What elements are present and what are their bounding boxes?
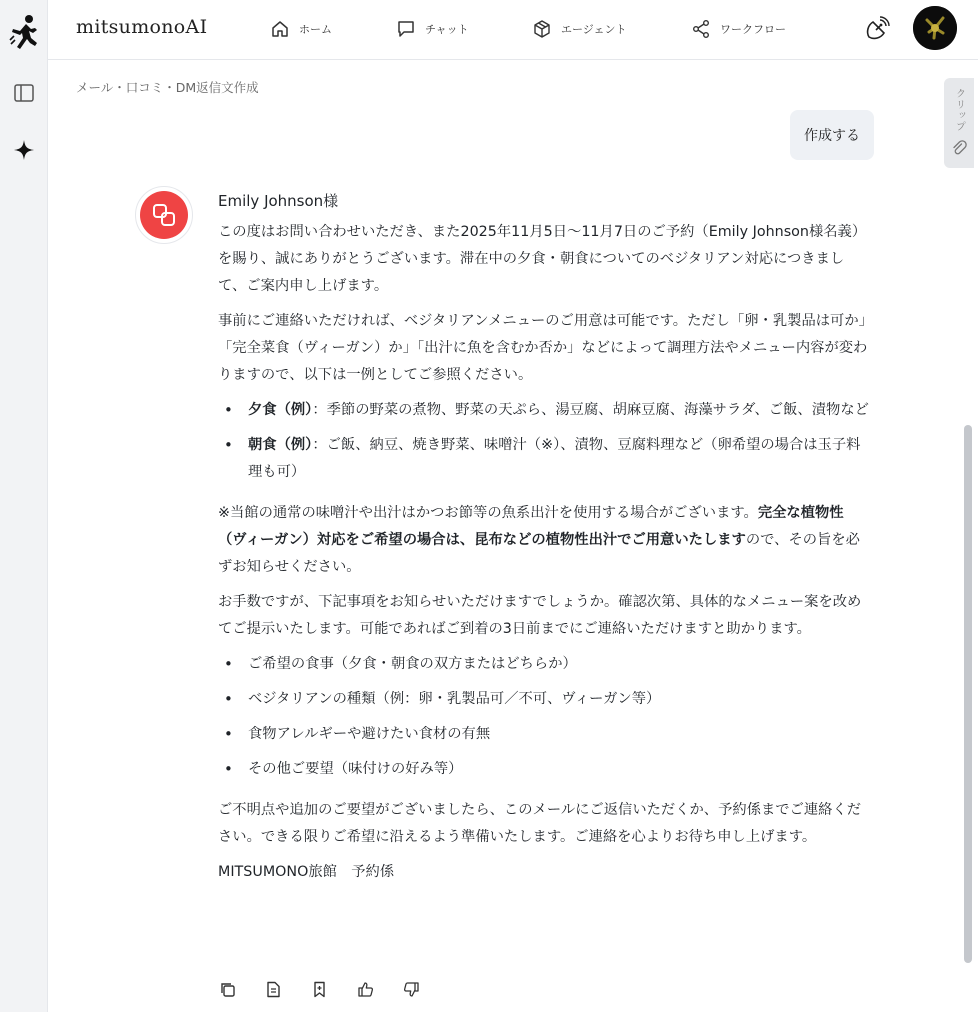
nav-home-label: ホーム [299,23,332,36]
home-icon [270,19,290,39]
list-item: • 食物アレルギーや避けたい食材の有無 [218,721,870,748]
assistant-avatar [135,186,193,244]
scrollbar[interactable] [963,60,973,1012]
reply-paragraph-2: 事前にご連絡いただければ、ベジタリアンメニューのご用意は可能です。ただし「卵・乳製品は可か」「完全菜食（ヴィーガン）か」「出汁に魚を含むか否か」などによって調理方法やメニュー内容が変わりますので、以下は一例としてご参照ください。 [218,313,868,383]
list-item: • ご希望の食事（夕食・朝食の双方またはどちらか） [218,651,870,678]
chat-icon [396,19,416,39]
signature: MITSUMONO旅館 予約係 [218,864,395,880]
copy-icon[interactable] [218,980,236,998]
bookmark-icon[interactable] [310,980,328,998]
assistant-logo-icon [140,191,188,239]
menu-example-list [218,397,870,486]
share-icon [691,19,711,39]
list-item-text: ：ご飯、納豆、焼き野菜、味噌汁（※）、漬物、豆腐料理など（卵希望の場合は玉子料理も可） [248,437,861,480]
request-list [218,651,870,783]
list-item-title: 朝食（例） [248,437,313,453]
breadcrumb: メール・口コミ・DM返信文作成 [76,80,259,95]
brand-title[interactable]: mitsumonoAI [76,16,208,38]
greeting: Emily Johnson様 [218,192,339,210]
nav-chat-label: チャット [425,23,469,36]
nav-workflow-label: ワークフロー [720,23,786,36]
reply-paragraph-3: お手数ですが、下記事項をお知らせいただけますでしょうか。確認次第、具体的なメニュー案を改めてご提示いたします。可能であればご到着の3日前までにご連絡いただけますと助かります。 [218,594,862,637]
thumbs-down-icon[interactable] [402,980,420,998]
message-actions [218,980,420,998]
note-bold-text: 完全な植物性（ヴィーガン）対応をご希望の場合は、昆布などの植物性出汁でご用意いたします [218,505,844,548]
clip-tab-label: クリップ [953,88,965,132]
list-item-text: ：季節の野菜の煮物、野菜の天ぷら、湯豆腐、胡麻豆腐、海藻サラダ、ご飯、漬物など [312,402,869,418]
nav-chat[interactable] [396,18,469,40]
runner-logo-icon[interactable] [8,14,40,50]
nav-agent-label: エージェント [561,23,627,36]
reply-paragraph-1: この度はお問い合わせいただき、また2025年11月5日〜11月7日のご予約（Emily Johnson様名義）を賜り、誠にありがとうございます。滞在中の夕食・朝食についてのベジタリアン対応につきまして、ご案内申し上げます。 [218,224,867,294]
list-item-title: 夕食（例） [248,402,313,418]
note-text-end: ので、その旨を必ずお知らせください。 [218,532,860,575]
thumbs-up-icon[interactable] [356,980,374,998]
note-text: ※当館の通常の味噌汁や出汁はかつお節等の魚系出汁を使用する場合がございます。 [218,505,758,521]
sparkle-icon[interactable] [10,136,38,164]
top-header [48,0,978,60]
user-avatar[interactable] [913,6,957,50]
dashi-note [218,500,870,581]
scrollbar-thumb[interactable] [964,425,972,963]
sidebar-toggle-icon[interactable] [10,79,38,107]
document-icon[interactable] [264,980,282,998]
nav-home[interactable] [270,18,332,40]
list-item: • その他ご要望（味付けの好み等） [218,756,870,783]
left-rail [0,0,48,1012]
nav-agent[interactable] [532,18,627,40]
user-message-text: 作成する [804,128,860,144]
reply-paragraph-4: ご不明点や追加のご要望がございましたら、このメールにご返信いただくか、予約係までご連絡ください。できる限りご希望に沿えるよう準備いたします。ご連絡を心よりお待ち申し上げます。 [218,802,862,845]
list-item [218,432,870,486]
satellite-icon[interactable] [864,16,890,42]
nav-workflow[interactable] [691,18,786,40]
user-message-bubble [790,110,874,160]
cube-icon [532,19,552,39]
list-item [218,397,870,424]
assistant-message [218,188,870,894]
list-item: • ベジタリアンの種類（例：卵・乳製品可／不可、ヴィーガン等） [218,686,870,713]
